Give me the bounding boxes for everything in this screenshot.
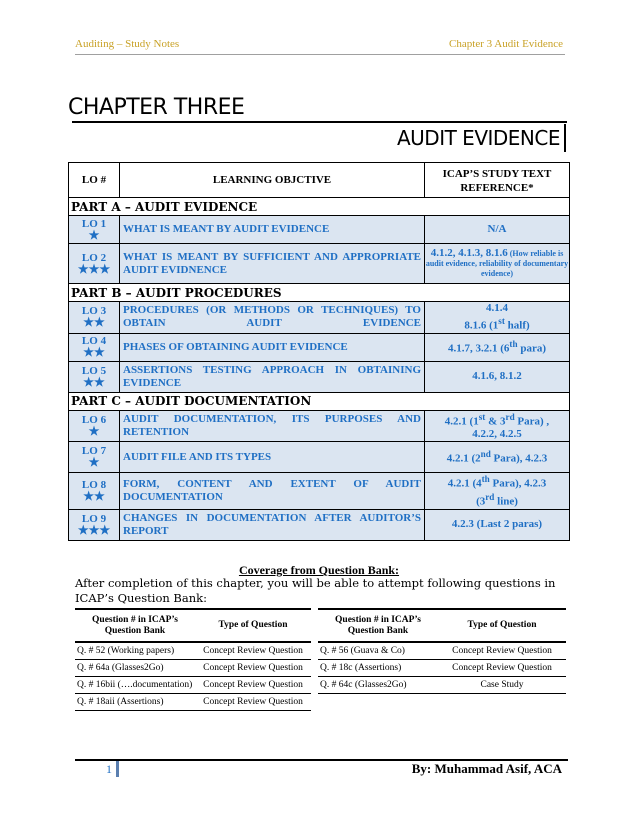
star-icon: ★★★ [77,522,111,537]
lo-number: LO 3 [81,305,107,318]
table-row [69,244,570,284]
reference-sup: nd [480,449,491,460]
header-objective: LEARNING OBJCTIVE [120,163,425,198]
question-ref: Q. # 56 (Guava & Co) [318,642,438,659]
lo-cell [69,244,120,284]
star-icon: ★ [88,227,100,242]
objective-cell: AUDIT FILE AND ITS TYPES [120,442,425,473]
reference-cell [425,410,570,442]
reference-text: 4.2.1 (2 [446,453,481,466]
star-icon: ★★ [83,488,105,503]
page-number: 1 [106,761,119,777]
reference-cell [425,302,570,334]
reference-note: (How reliable is audit evidence, reliability of documentary evidence) [425,249,569,278]
reference-cell: N/A [425,216,570,244]
table-row [318,659,566,676]
lo-number: LO 7 [81,445,107,458]
lo-cell [69,361,120,392]
objective-cell: WHAT IS MEANT BY SUFFICIENT AND APPROPRIATE AUDIT EVIDNENCE [120,244,425,284]
lo-number: LO 1 [81,217,107,230]
reference-cell: 4.1.6, 8.1.2 [425,361,570,392]
question-type: Concept Review Question [438,642,566,659]
question-ref: Q. # 64c (Glasses2Go) [318,676,438,693]
reference-line-2: 4.2.2, 4.2.5 [472,428,522,441]
reference-line-2: (3 [476,495,486,508]
chapter-title: CHAPTER THREE [68,95,245,120]
reference-sup: th [509,339,518,350]
star-icon: ★★ [83,315,105,330]
coverage-title: Coverage from Question Bank: [238,563,400,577]
reference-text-end: Para), 4.2.3 [490,453,548,466]
reference-text-end: para) [517,342,546,355]
table-row [75,659,311,676]
reference-sup: rd [505,411,515,422]
part-c-row [69,392,570,410]
objective-cell: CHANGES IN DOCUMENTATION AFTER AUDITOR’S REPORT [120,509,425,540]
question-type: Concept Review Question [195,659,311,676]
header-lo: LO # [69,163,120,198]
lo-number: LO 8 [81,478,107,491]
question-ref: Q. # 52 (Working papers) [75,642,195,659]
table-row [318,676,566,693]
reference-cell [425,244,570,284]
star-icon: ★ [88,455,100,470]
qb-header-question: Question # in ICAP’s Question Bank [318,609,438,642]
reference-text: 4.2.1 (4 [447,477,482,490]
page-header [75,38,565,55]
reference-text-mid: & 3 [485,415,506,428]
lo-number: LO 2 [81,251,107,264]
question-ref: Q. # 18c (Assertions) [318,659,438,676]
header-reference: ICAP’S STUDY TEXT REFERENCE* [425,163,570,198]
objective-cell: PROCEDURES (OR METHODS OR TECHNIQUES) TO OBTAIN AUDIT EVIDENCE [120,302,425,334]
table-row [69,302,570,334]
question-type: Case Study [438,676,566,693]
lo-cell [69,473,120,509]
table-row [69,473,570,509]
question-ref: Q. # 64a (Glasses2Go) [75,659,195,676]
question-type: Concept Review Question [195,676,311,693]
reference-cell [425,333,570,361]
star-icon: ★★ [83,345,105,360]
table-row [69,442,570,473]
reference-cell: 4.2.3 (Last 2 paras) [425,509,570,540]
lo-number: LO 5 [81,364,107,377]
reference-sup: st [478,411,486,422]
table-row [69,216,570,244]
lo-number: LO 4 [81,335,107,348]
header-chapter: Chapter 3 Audit Evidence [449,38,563,50]
question-bank-table-left [75,608,311,711]
lo-cell [69,442,120,473]
table-row [75,693,311,710]
reference-text: 4.1.7, 3.2.1 (6 [448,342,510,355]
qb-header-type: Type of Question [195,609,311,642]
lo-number: LO 9 [81,512,107,525]
table-row [69,361,570,392]
objective-cell: WHAT IS MEANT BY AUDIT EVIDENCE [120,216,425,244]
reference-sup: rd [485,491,495,502]
lo-cell [69,302,120,334]
table-row [69,410,570,442]
part-a-row [69,198,570,216]
reference-text-end: Para), 4.2.3 [489,477,547,490]
qb-header-question: Question # in ICAP’s Question Bank [75,609,195,642]
star-icon: ★★★ [77,261,111,276]
table-row [69,509,570,540]
question-type: Concept Review Question [438,659,566,676]
author-credit: By: Muhammad Asif, ACA [411,761,562,776]
reference-line-2: 8.1.6 (1 [464,319,499,332]
table-header-row [69,163,570,198]
star-icon: ★★ [83,374,105,389]
question-ref: Q. # 18aii (Assertions) [75,693,195,710]
qb-header-row [75,609,311,642]
lo-cell [69,333,120,361]
reference-line-1: 4.1.4 [486,302,508,314]
table-row [75,642,311,659]
reference-cell [425,442,570,473]
title-divider [72,121,567,123]
part-b-title: PART B – AUDIT PROCEDURES [69,284,570,302]
objective-cell: ASSERTIONS TESTING APPROACH IN OBTAINING EVIDENCE [120,361,425,392]
reference-sup: th [481,474,490,485]
lo-number: LO 6 [81,413,107,426]
objective-cell: AUDIT DOCUMENTATION, ITS PURPOSES AND RETENTION [120,410,425,442]
star-icon: ★ [88,423,100,438]
lo-cell [69,410,120,442]
learning-objectives-table [68,162,570,541]
reference-line-2-end: line) [494,495,518,508]
qb-header-type: Type of Question [438,609,566,642]
reference-text-end: Para) , [514,415,550,428]
coverage-text: After completion of this chapter, you will be able to attempt following questions in ICAP’s Question Bank: [75,576,556,605]
table-row [75,676,311,693]
question-bank-table-right [318,608,566,694]
qb-header-row [318,609,566,642]
reference-text: 4.1.2, 4.1.3, 8.1.6 [430,247,508,259]
question-type: Concept Review Question [195,693,311,710]
lo-cell [69,509,120,540]
part-c-title: PART C – AUDIT DOCUMENTATION [69,392,570,410]
reference-text: 4.2.1 (1 [444,415,479,428]
part-b-row [69,284,570,302]
part-a-title: PART A – AUDIT EVIDENCE [69,198,570,216]
reference-cell [425,473,570,509]
table-row [318,642,566,659]
subject-title: AUDIT EVIDENCE [397,124,566,152]
objective-cell: FORM, CONTENT AND EXTENT OF AUDIT DOCUMENTATION [120,473,425,509]
table-row [69,333,570,361]
question-ref: Q. # 16bii (….documentation) [75,676,195,693]
question-type: Concept Review Question [195,642,311,659]
reference-sup: st [498,316,505,326]
reference-line-2-end: half) [504,319,530,332]
lo-cell [69,216,120,244]
header-subject: Auditing – Study Notes [75,38,180,50]
objective-cell: PHASES OF OBTAINING AUDIT EVIDENCE [120,333,425,361]
